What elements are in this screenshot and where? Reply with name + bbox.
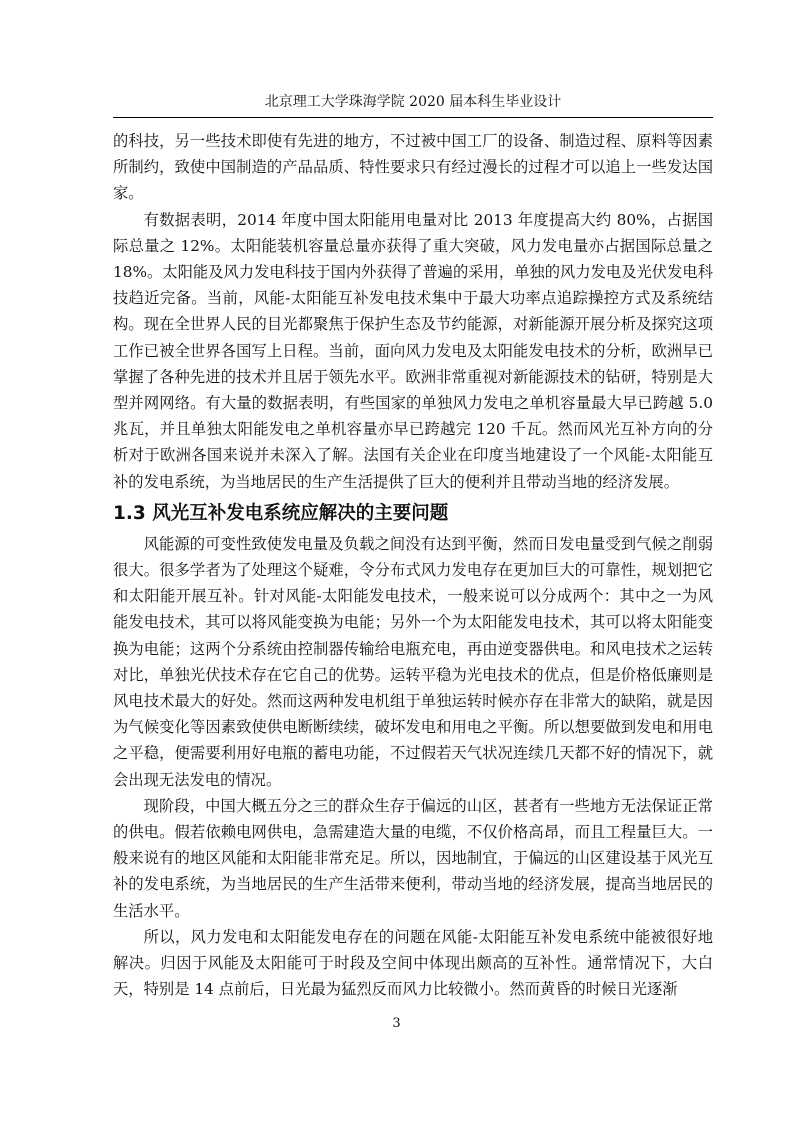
page-header: 北京理工大学珠海学院 2020 届本科生毕业设计: [264, 94, 562, 110]
paragraph-continued: 的科技，另一些技术即使有先进的地方，不过被中国工厂的设备、制造过程、原料等因素所制约，致使中国制造的产品品质、特性要求只有经过漫长的过程才可以追上一些发达国家。: [113, 132, 713, 203]
paragraph-complementarity: 所以，风力发电和太阳能发电存在的问题在风能-太阳能互补发电系统中能被很好地解决。归因于风能及太阳能可于时段及空间中体现出颇高的互补性。通常情况下，大白天，特别是 14 点前后，日光最为猛烈反而风力比较微小。然而黄昏的时候日光逐渐: [113, 927, 713, 999]
paragraph-statistics: 有数据表明，2014 年度中国太阳能用电量对比 2013 年度提高大约 80%，占据国际总量之 12%。太阳能装机容量总量亦获得了重大突破，风力发电量亦占据国际总量之 18%。太阳能及风力发电科技于国内外获得了普遍的采用，单独的风力发电及光伏发电科技趋近完备。当前，风能-太阳能互补发电技术集中于最大功率点追踪操控方式及系统结构。现在全世界人民的目光都聚焦于保护生态及节约能源，对新能源开展分析及探究这项工作已被全世界各国写上日程。当前，面向风力发电及太阳能发电技术的分析，欧洲早已掌握了各种先进的技术并且居于领先水平。欧洲非常重视对新能源技术的钻研，特别是大型并网网络。有大量的数据表明，有些国家的单独风力发电之单机容量最大早已跨越 5.0 兆瓦，并且单独太阳能发电之单机容量亦早已跨越完 120 千瓦。然而风光互补方向的分析对于欧洲各国来说并未深入了解。法国有关企业在印度当地建设了一个风能-太阳能互补的发电系统，为当地居民的生产生活提供了巨大的便利并且带动当地的经济发展。: [113, 210, 713, 491]
header-rule: [113, 117, 713, 118]
paragraph-wind-solar: 风能源的可变性致使发电量及负载之间没有达到平衡，然而日发电量受到气候之削弱很大。很多学者为了处理这个疑难，令分布式风力发电存在更加巨大的可靠性，规划把它和太阳能开展互补。针对风能-太阳能发电技术，一般来说可以分成两个：其中之一为风能发电技术，其可以将风能变换为电能；另外一个为太阳能发电技术，其可以将太阳能变换为电能；这两个分系统由控制器传输给电瓶充电，再由逆变器供电。和风电技术之运转对比，单独光伏技术存在它自己的优势。运转平稳为光电技术的优点，但是价格低廉则是风电技术最大的好处。然而这两种发电机组于单独运转时候亦存在非常大的缺陷，就是因为气候变化等因素致使供电断断续续，破坏发电和用电之平衡。所以想要做到发电和用电之平稳，便需要利用好电瓶的蓄电功能，不过假若天气状况连续几天都不好的情况下，就会出现无法发电的情况。: [113, 534, 713, 789]
paragraph-remote-areas: 现阶段，中国大概五分之三的群众生存于偏远的山区，甚者有一些地方无法保证正常的供电。假若依赖电网供电，急需建造大量的电缆，不仅价格高昂，而且工程量巨大。一般来说有的地区风能和太阳能非常充足。所以，因地制宜，于偏远的山区建设基于风光互补的发电系统，为当地居民的生产生活带来便利，带动当地的经济发展，提高当地居民的生活水平。: [113, 796, 713, 920]
document-body: [113, 128, 713, 1003]
page-number: 3: [392, 1016, 401, 1031]
section-heading: 1.3 风光互补发电系统应解决的主要问题: [113, 502, 449, 524]
